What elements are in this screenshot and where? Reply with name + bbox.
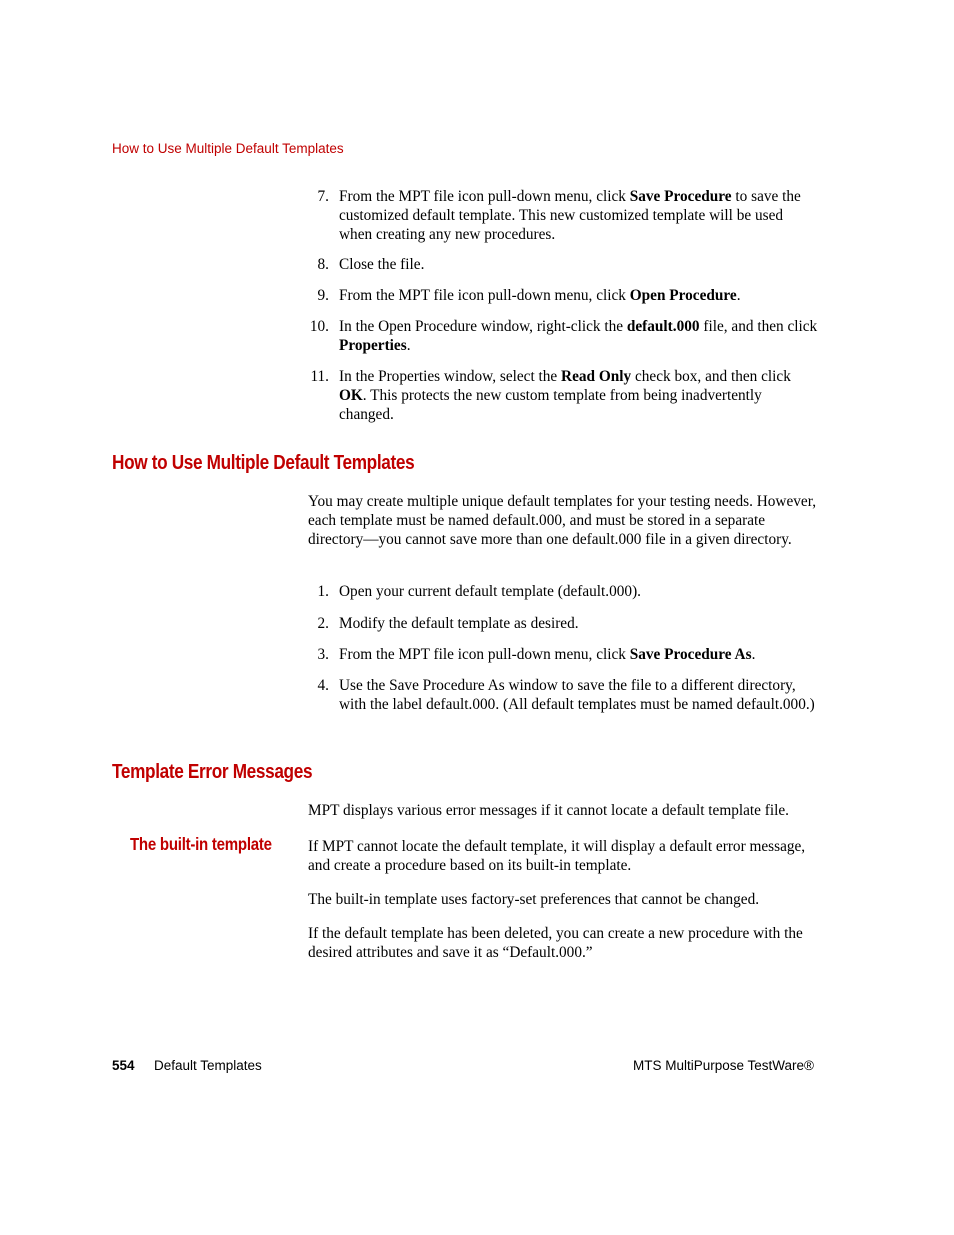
list-item (308, 614, 818, 633)
section-intro: MPT displays various error messages if it cannot locate a default template file. (308, 802, 790, 819)
step-text: In the Properties window, select the Read Only check box, and then click OK. This protects the new custom template from being inadvertently changed. (339, 368, 791, 423)
section-intro: You may create multiple unique default templates for your testing needs. However, each template must be named default.000, and must be stored in a separate directory—you cannot save more than one default.000 file in a given directory. (308, 493, 817, 548)
footer-product: MTS MultiPurpose TestWare® (633, 1058, 814, 1073)
list-item (308, 286, 818, 305)
step-number: 4. (317, 677, 329, 694)
step-text: Open your current default template (default.000). (339, 583, 641, 600)
step-text: Close the file. (339, 256, 425, 273)
section-heading: How to Use Multiple Default Templates (112, 452, 415, 474)
footer-chapter: Default Templates (154, 1058, 262, 1073)
step-text: Modify the default template as desired. (339, 615, 579, 632)
step-number: 11. (310, 368, 329, 385)
list-item (308, 317, 818, 355)
step-text: In the Open Procedure window, right-click the default.000 file, and then click Properties. (339, 318, 818, 354)
step-number: 1. (317, 583, 329, 600)
step-number: 7. (317, 188, 329, 205)
step-text: Use the Save Procedure As window to save the file to a different directory, with the label default.000. (All default templates must be named default.000.) (339, 677, 815, 713)
step-number: 10. (309, 318, 329, 335)
running-head: How to Use Multiple Default Templates (112, 141, 344, 156)
list-item (308, 645, 818, 664)
list-item (308, 255, 818, 274)
list-item (308, 187, 818, 244)
step-number: 8. (317, 256, 329, 273)
page-number: 554 (112, 1058, 135, 1073)
paragraph: If MPT cannot locate the default template, it will display a default error message, and create a procedure based on its built-in template. (308, 838, 806, 874)
step-number: 3. (317, 646, 329, 663)
list-item (308, 582, 818, 601)
step-text: From the MPT file icon pull-down menu, click Open Procedure. (339, 287, 741, 304)
step-number: 2. (317, 615, 329, 632)
subsection-heading: The built-in template (130, 834, 272, 854)
list-item (308, 676, 818, 714)
section-heading: Template Error Messages (112, 761, 313, 783)
step-text: From the MPT file icon pull-down menu, click Save Procedure to save the customized default template. This new customized template will be used when creating any new procedures. (339, 188, 801, 243)
paragraph: The built-in template uses factory-set preferences that cannot be changed. (308, 891, 760, 908)
list-item (308, 367, 818, 424)
paragraph: If the default template has been deleted, you can create a new procedure with the desired attributes and save it as “Default.000.” (308, 925, 803, 961)
step-text: From the MPT file icon pull-down menu, click Save Procedure As. (339, 646, 756, 663)
step-number: 9. (317, 287, 329, 304)
